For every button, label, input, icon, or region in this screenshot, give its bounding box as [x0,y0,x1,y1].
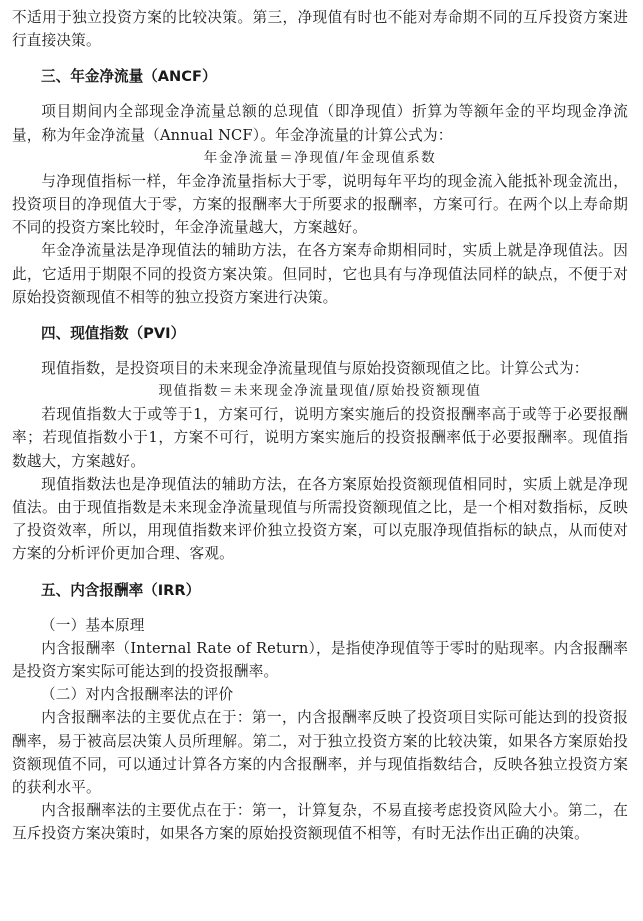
spacer [12,88,628,100]
section-3-formula: 年金净流量＝净现值/年金现值系数 [203,149,437,166]
spacer [12,566,628,579]
section-4-paragraph-3: 现值指数法也是净现值法的辅助方法，在各方案原始投资额现值相同时，实质上就是净现值法。由于现值指数是未来现金净流量现值与所需投资额现值之比，是一个相对数指标，反映了投资效率，所以，用现值指数来评价独立投资方案，可以克服净现值指标的缺点，从而使对方案的分析评价更加合理、客观。 [12,475,628,563]
section-5-subheading-1: （一）基本原理 [41,616,145,634]
spacer [12,345,628,357]
spacer [12,309,628,322]
section-4-paragraph-1: 现值指数，是投资项目的未来现金净流量现值与原始投资额现值之比。计算公式为： [41,360,589,378]
section-3-heading: 三、年金净流量（ANCF） [41,68,217,86]
spacer [12,602,628,614]
section-4-paragraph-2: 若现值指数大于或等于1，方案可行，说明方案实施后的投资报酬率高于或等于必要报酬率；若现值指数小于1，方案不可行，说明方案实施后的投资报酬率低于必要报酬率。现值指数越大，方案越好。 [12,406,628,470]
section-3-paragraph-2: 与净现值指标一样，年金净流量指标大于零，说明每年平均的现金流入能抵补现金流出，投资项目的净现值大于零，方案的报酬率大于所要求的报酬率，方案可行。在两个以上寿命期不同的投资方案比较时，年金净流量越大，方案越好。 [12,172,628,237]
intro-paragraph: 不适用于独立投资方案的比较决策。第三，净现值有时也不能对寿命期不同的互斥投资方案进行直接决策。 [12,9,628,50]
section-5-paragraph-1: 内含报酬率（Internal Rate of Return），是指使净现值等于零时的贴现率。内含报酬率是投资方案实际可能达到的投资报酬率。 [12,639,628,681]
section-3-paragraph-3: 年金净流量法是净现值法的辅助方法，在各方案寿命期相同时，实质上就是净现值法。因此，它适用于期限不同的投资方案决策。但同时，它也具有与净现值法同样的缺点，不便于对原始投资额现值不相等的独立投资方案进行决策。 [12,242,628,306]
section-5-paragraph-2: 内含报酬率法的主要优点在于：第一，内含报酬率反映了投资项目实际可能达到的投资报酬率，易于被高层决策人员所理解。第二，对于独立投资方案的比较决策，如果各方案原始投资额现值不同，可以通过计算各方案的内含报酬率，并与现值指数结合，反映各独立投资方案的获利水平。 [12,709,628,797]
document-page [12,6,628,846]
section-3-paragraph-1: 项目期间内全部现金净流量总额的总现值（即净现值）折算为等额年金的平均现金净流量，称为年金净流量（Annual NCF）。年金净流量的计算公式为： [12,103,628,144]
spacer [12,52,628,65]
section-5-heading: 五、内含报酬率（IRR） [41,581,201,599]
section-4-heading: 四、现值指数（PVI） [41,325,186,343]
section-5-paragraph-3: 内含报酬率法的主要优点在于：第一，计算复杂，不易直接考虑投资风险大小。第二，在互斥投资方案决策时，如果各方案的原始投资额现值不相等，有时无法作出正确的决策。 [12,802,628,843]
section-5-subheading-2: （二）对内含报酬率法的评价 [41,686,234,704]
section-4-formula: 现值指数＝未来现金净流量现值/原始投资额现值 [158,383,482,400]
